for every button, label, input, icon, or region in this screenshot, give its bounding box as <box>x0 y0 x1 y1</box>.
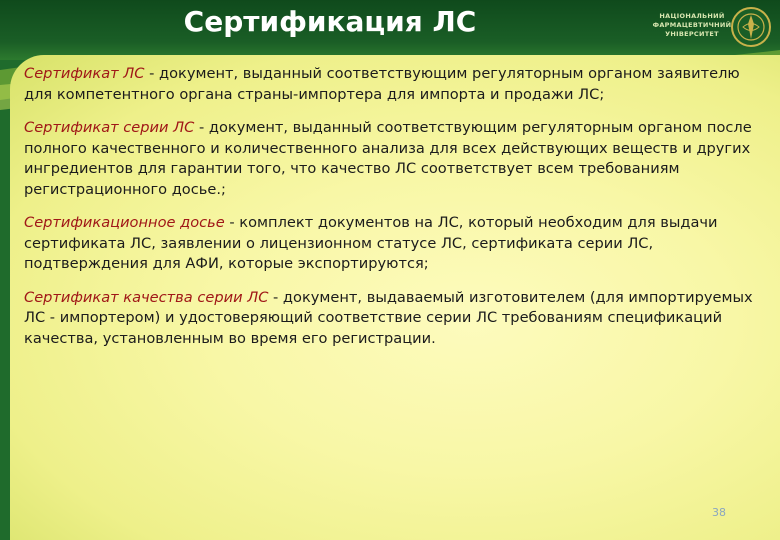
definition-term: Сертификат ЛС <box>24 65 145 82</box>
definition-text: - комплект документов на ЛС, который необходим для выдачи сертификата ЛС, заявлении о лицензионном статусе ЛС, сертификата серии ЛС, подтверждения для АФИ, которые экспортируются; <box>24 214 718 272</box>
definition-term: Сертификационное досье <box>24 214 225 231</box>
definition-paragraph <box>24 64 769 105</box>
definitions-list <box>24 64 769 362</box>
slide-title: Сертификация ЛС <box>183 5 477 38</box>
definition-text: - документ, выданный соответствующим регуляторным органом заявителю для компетентного органа страны-импортера для импорта и продажи ЛС; <box>24 65 740 103</box>
logo-line-3: УНІВЕРСИТЕТ <box>665 30 719 38</box>
definition-paragraph <box>24 288 769 350</box>
page-number: 38 <box>712 506 726 519</box>
definition-text: - документ, выданный соответствующим регуляторным органом после полного качественного и количественного анализа для всех действующих веществ и других ингредиентов для гарантии того, что качество ЛС соответствует всем требованиям регистрационного досье.; <box>24 119 752 198</box>
university-logo-text <box>652 12 732 39</box>
logo-line-1: НАЦІОНАЛЬНИЙ <box>659 12 725 20</box>
definition-term: Сертификат серии ЛС <box>24 119 195 136</box>
university-emblem-icon <box>730 6 772 48</box>
logo-line-2: ФАРМАЦЕВТИЧНИЙ <box>652 21 732 29</box>
definition-text: - документ, выдаваемый изготовителем (для импортируемых ЛС - импортером) и удостоверяющий соответствие серии ЛС требованиям спецификаций качества, установленным во время его регистрации. <box>24 288 753 347</box>
definition-term: Сертификат качества серии ЛС <box>24 288 269 306</box>
definition-paragraph <box>24 213 769 275</box>
definition-paragraph <box>24 118 769 200</box>
